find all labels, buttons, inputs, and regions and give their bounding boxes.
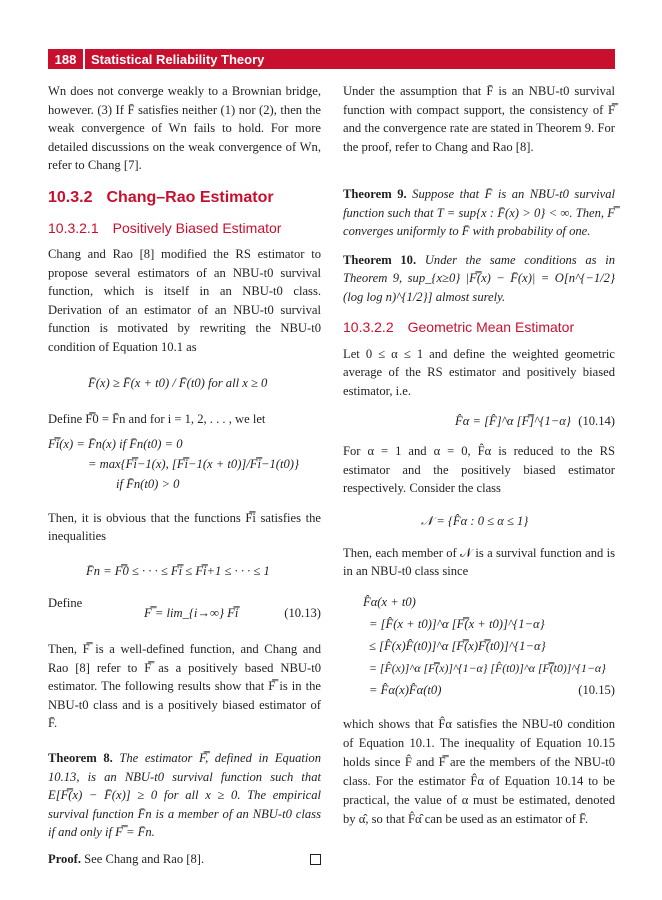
equation-class: 𝒩 = {F̂α : 0 ≤ α ≤ 1} [421, 513, 529, 528]
theorem-9 [343, 185, 615, 241]
section-number: 10.3.2 [48, 189, 93, 206]
subsection-heading [48, 219, 321, 238]
equation-recursion-2: = max{F̿i−1(x), [F̿i−1(x + t0)]/F̿i−1(t0)} [88, 456, 299, 471]
theorem-text: Under the same conditions as in Theorem 9, sup_{x≥0} |F̿(x) − F̄(x)| = O[n^{−1/2}(log log n)^{1/2}] almost surely. [343, 252, 616, 304]
subsection-number: 10.3.2.2 [343, 319, 394, 335]
subsection-heading [343, 318, 615, 337]
equation-derivation-3: = [F̂(x)]^α [F̿(x)]^{1−α} [F̂(t0)]^α [F̿(t0)]^{1−α} [369, 660, 606, 675]
equation-derivation-0: F̂α(x + t0) [363, 594, 416, 609]
paragraph: Define [48, 595, 83, 610]
left-column [48, 82, 321, 868]
theorem-label: Theorem 9. [343, 187, 407, 201]
subsection-number: 10.3.2.1 [48, 219, 99, 236]
equation-derivation-1: = [F̂(x + t0)]^α [F̿(x + t0)]^{1−α} [369, 616, 545, 631]
section-heading [48, 189, 321, 208]
proof [48, 850, 321, 869]
qed-box-icon [310, 854, 321, 865]
paragraph: For α = 1 and α = 0, F̂α is reduced to the RS estimator and the positively biased estimator respectively. Consider the class [343, 444, 615, 495]
theorem-10 [343, 251, 615, 307]
section-title: Chang–Rao Estimator [106, 189, 274, 206]
equation-derivation-4: = F̂α(x)F̂α(t0) (10.15) [369, 682, 615, 697]
equation-inequalities: F̄n = F̿0 ≤ · · · ≤ F̿i ≤ F̿i+1 ≤ · · · ≤ 1 [86, 563, 270, 578]
equation-recursion-1: F̿i(x) = F̄n(x) if F̄n(t0) = 0 [48, 436, 183, 451]
theorem-8 [48, 749, 321, 842]
paragraph: Then, each member of 𝒩 is a survival function and is in an NBU-t0 class since [343, 545, 615, 578]
proof-label: Proof. [48, 851, 81, 866]
paragraph: Define F̿0 = F̄n and for i = 1, 2, . . . , we let [48, 412, 266, 426]
theorem-label: Theorem 8. [48, 751, 113, 765]
equation-derivation-2: ≤ [F̂(x)F̂(t0)]^α [F̿(x)F̿(t0)]^{1−α} [369, 638, 546, 653]
proof-text: See Chang and Rao [8]. [84, 851, 205, 866]
page-number: 188 [48, 49, 83, 69]
right-column [343, 82, 615, 829]
theorem-text: Suppose that F̄ is an NBU-t0 survival function such that T = sup{x : F̄(x) > 0} < ∞. Then, F̿ converges uniformly to F̄ with probability of one. [343, 187, 615, 238]
paragraph: which shows that F̂α satisfies the NBU-t0 condition of Equation 10.1. The inequality of Equation 10.15 holds since F̂ and F̿ are the members of the NBU-t0 class. For the estimator F̂α of Equation 10.14 to be practical, the value of α must be estimated, denoted by α̂, so that F̂α̂ can be used as an estimator of F̄. [343, 716, 615, 826]
equation-recursion-3: if F̄n(t0) > 0 [116, 476, 180, 491]
paragraph: Wn does not converge weakly to a Brownian bridge, however. (3) If F̄ satisfies neither (1) nor (2), then the weak convergence of Wn fails to hold. For more detailed discussions on the weak convergence of Wn, refer to Chang [7]. [48, 84, 321, 172]
paragraph: Chang and Rao [8] modified the RS estimator to propose several estimators of an NBU-t0 survival function, which is itself in an NBU-t0 class. Derivation of an estimator of an NBU-t0 survival function is motivated by rewriting the NBU-t0 condition of Equation 10.1 as [48, 247, 321, 354]
theorem-text: The estimator F̿, defined in Equation 10.13, is an NBU-t0 survival function such that E[F̿(x) − F̄(x)] ≥ 0 for all x ≥ 0. The empirical survival function F̄n is a member of an NBU-t0 class if and only if F̿ = F̄n. [48, 751, 322, 839]
subsection-title: Geometric Mean Estimator [407, 319, 575, 335]
subsection-title: Positively Biased Estimator [112, 219, 282, 236]
paragraph: Then, it is obvious that the functions F̿i satisfies the inequalities [48, 510, 321, 543]
paragraph: Then, F̿ is a well-defined function, and Chang and Rao [8] refer to F̿ as a positively based NBU-t0 estimator. The following results show that F̿ is in the NBU-t0 class and is a positively biased estimator of F̄. [48, 642, 321, 730]
equation-limit: F̿ = lim_{i→∞} F̿i (10.13) [144, 606, 321, 620]
running-title: Statistical Reliability Theory [85, 49, 615, 69]
paragraph: Under the assumption that F̄ is an NBU-t0 survival function with compact support, the consistency of F̿ and the convergence rate are stated in Theorem 9. For the proof, refer to Chang and Rao [8]. [343, 84, 615, 154]
equation-nbu-condition: F̄(x) ≥ F̄(x + t0) / F̄(t0) for all x ≥ 0 [88, 376, 268, 390]
theorem-label: Theorem 10. [343, 252, 417, 267]
paragraph: Let 0 ≤ α ≤ 1 and define the weighted geometric average of the RS estimator and positively biased estimator, i.e. [343, 346, 615, 398]
equation-geometric-mean: F̂α = [F̂]^α [F̿]^{1−α} (10.14) [455, 414, 615, 428]
